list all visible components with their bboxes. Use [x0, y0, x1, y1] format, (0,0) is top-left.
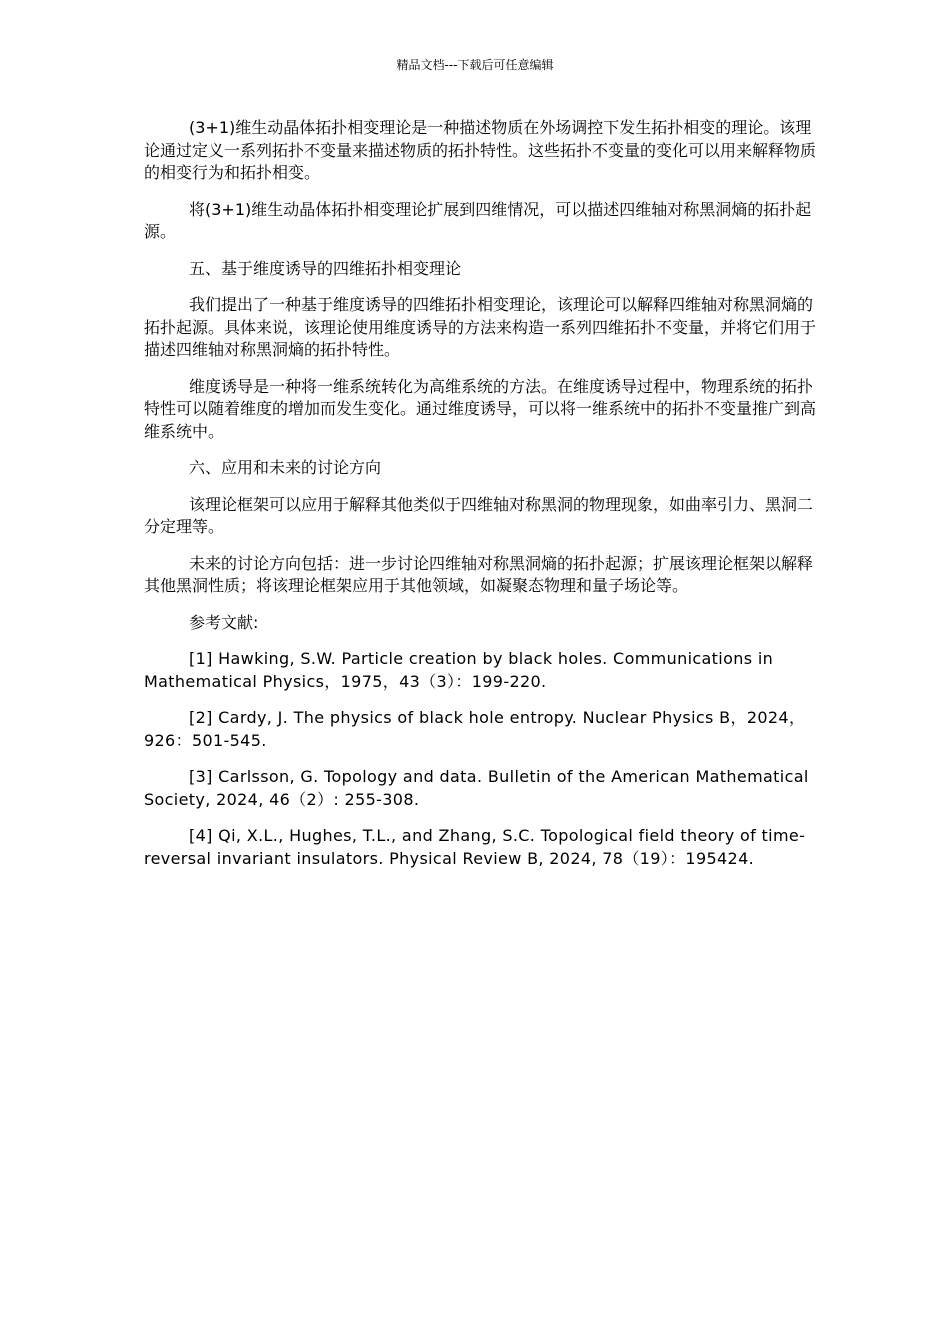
section-heading-6: 六、应用和未来的讨论方向: [189, 458, 382, 477]
document-body: [144, 117, 816, 884]
paragraph-future-directions: 未来的讨论方向包括：进一步讨论四维轴对称黑洞熵的拓扑起源；扩展该理论框架以解释其他黑洞性质；将该理论框架应用于其他领域，如凝聚态物理和量子场论等。: [144, 553, 814, 595]
reference-item: [3] Carlsson, G. Topology and data. Bulletin of the American Mathematical Society, 2024, 46（2）: 255-308.: [144, 767, 809, 809]
paragraph-extension: 将(3+1)维生动晶体拓扑相变理论扩展到四维情况，可以描述四维轴对称黑洞熵的拓扑起源。: [144, 199, 812, 241]
paragraph-proposal: 我们提出了一种基于维度诱导的四维拓扑相变理论，该理论可以解释四维轴对称黑洞熵的拓扑起源。具体来说，该理论使用维度诱导的方法来构造一系列四维拓扑不变量，并将它们用于描述四维轴对称黑洞熵的拓扑特性。: [144, 295, 817, 359]
paragraph-applications: 该理论框架可以应用于解释其他类似于四维轴对称黑洞的物理现象，如曲率引力、黑洞二分定理等。: [144, 494, 814, 536]
section-heading-5: 五、基于维度诱导的四维拓扑相变理论: [189, 258, 462, 278]
reference-item: [1] Hawking, S.W. Particle creation by black holes. Communications in Mathematical Physics，1975，43（3）：199-220.: [144, 649, 774, 691]
reference-item: [4] Qi, X.L., Hughes, T.L., and Zhang, S.C. Topological field theory of time-reversal invariant insulators. Physical Review B, 2024, 78（19）：195424.: [144, 826, 806, 868]
paragraph-dimension-induction: 维度诱导是一种将一维系统转化为高维系统的方法。在维度诱导过程中，物理系统的拓扑特性可以随着维度的增加而发生变化。通过维度诱导，可以将一维系统中的拓扑不变量推广到高维系统中。: [144, 376, 817, 441]
paragraph-intro: (3+1)维生动晶体拓扑相变理论是一种描述物质在外场调控下发生拓扑相变的理论。该理论通过定义一系列拓扑不变量来描述物质的拓扑特性。这些拓扑不变量的变化可以用来解释物质的相变行为和拓扑相变。: [144, 118, 817, 182]
references-heading: 参考文献:: [189, 612, 259, 632]
page-header: 精品文档---下载后可任意编辑: [396, 58, 554, 72]
reference-item: [2] Cardy, J. The physics of black hole entropy. Nuclear Physics B，2024，926：501-545.: [144, 708, 806, 750]
